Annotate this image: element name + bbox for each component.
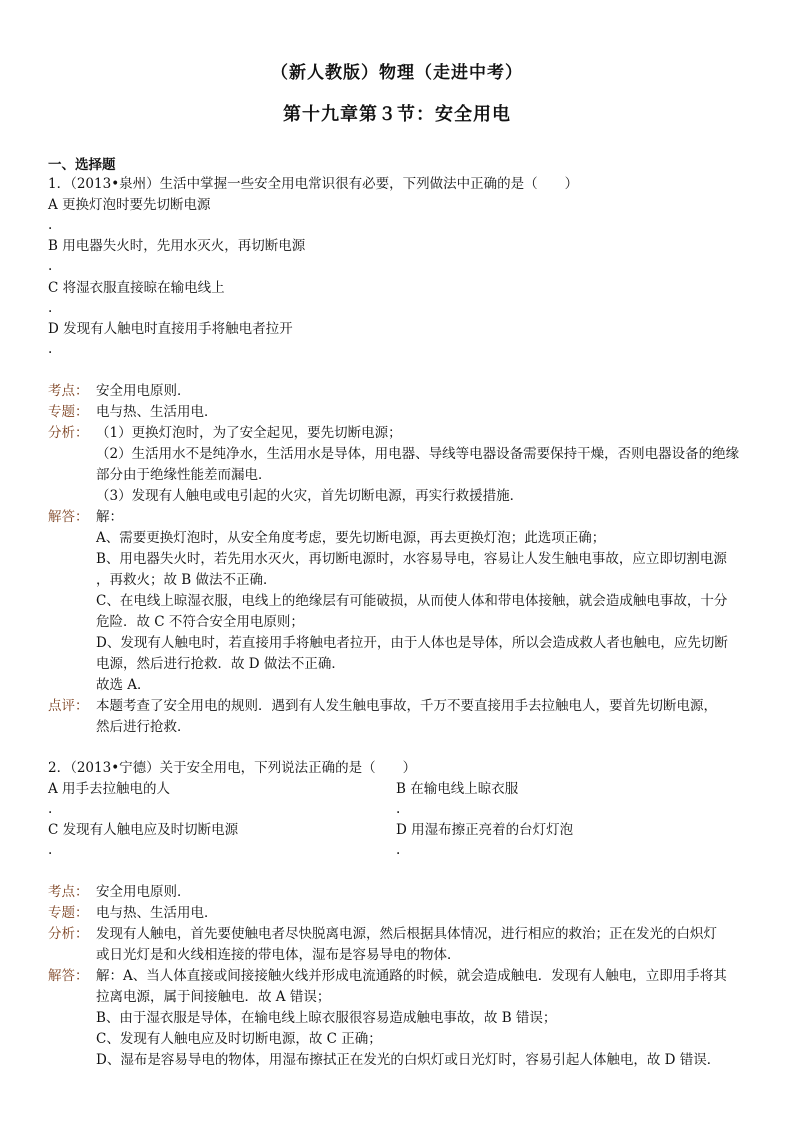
q2-fenxi-label: 分析： xyxy=(48,926,89,942)
q2-zhuanti: 电与热、生活用电． xyxy=(96,905,218,921)
q1-option-a: A 更换灯泡时要先切断电源 xyxy=(48,197,211,213)
q2-zhuanti-label: 专题： xyxy=(48,905,89,921)
q1-dianping-line: 然后进行抢救． xyxy=(96,719,191,735)
q1-fenxi-line: （1）更换灯泡时，为了安全起见，要先切断电源； xyxy=(96,425,402,441)
q2-option-a: A 用手去拉触电的人 xyxy=(48,781,171,797)
q2-jieda-line: B、由于湿衣服是导体，在输电线上晾衣服很容易造成触电事故，故 B 错误； xyxy=(96,1010,557,1026)
q2-jieda-label: 解答： xyxy=(48,968,89,984)
q1-option-d: D 发现有人触电时直接用手将触电者拉开 xyxy=(48,321,293,337)
q2-jieda-line: C、发现有人触电应及时切断电源，故 C 正确； xyxy=(96,1031,382,1047)
q1-option-c-dot: . xyxy=(48,300,53,316)
q2-option-b: B 在输电线上晾衣服 xyxy=(396,781,519,797)
document-title: （新人教版）物理（走进中考） xyxy=(271,63,523,83)
q1-fenxi-line: （2）生活用水不是纯净水，生活用水是导体，用电器、导线等电器设备需要保持干燥，否则电器设备的绝缘 xyxy=(96,446,740,462)
q1-fenxi-line: （3）发现有人触电或电引起的火灾，首先切断电源，再实行救援措施． xyxy=(96,488,524,504)
q1-kaodian: 安全用电原则． xyxy=(96,383,191,399)
q1-option-b: B 用电器失火时，先用水灭火，再切断电源 xyxy=(48,238,306,254)
q2-jieda-line: 拉离电源，属于间接触电．故 A 错误； xyxy=(96,989,331,1005)
q2-jieda-line: 解：A、当人体直接或间接接触火线并形成电流通路的时候，就会造成触电．发现有人触电，立即用手将其 xyxy=(96,968,727,984)
chapter-title: 第十九章第３节：安全用电 xyxy=(283,104,511,125)
q1-jieda-line: A、需要更换灯泡时，从安全角度考虑，要先切断电源，再去更换灯泡；此选项正确； xyxy=(96,530,606,546)
q1-kaodian-label: 考点： xyxy=(48,383,89,399)
q1-jieda-line: ，再救火；故 B 做法不正确． xyxy=(96,572,277,588)
q1-jieda-line: B、用电器失火时，若先用水灭火，再切断电源时，水容易导电，容易让人发生触电事故，应立即切割电源 xyxy=(96,551,727,567)
q1-fenxi-label: 分析： xyxy=(48,425,89,441)
q1-option-d-dot: . xyxy=(48,341,53,357)
q1-jieda-line: 危险．故 C 不符合安全用电原则； xyxy=(96,614,304,630)
q1-dianping-label: 点评： xyxy=(48,698,89,714)
q1-option-b-dot: . xyxy=(48,258,53,274)
question-2-stem: 2．（2013•宁德）关于安全用电，下列说法正确的是（ ） xyxy=(48,760,417,776)
q2-fenxi-line: 或日光灯是和火线相连接的带电体，湿布是容易导电的物体． xyxy=(96,947,461,963)
q2-option-d-dot: . xyxy=(396,842,401,858)
q2-option-b-dot: . xyxy=(396,801,401,817)
q2-option-c: C 发现有人触电应及时切断电源 xyxy=(48,822,239,838)
q1-zhuanti: 电与热、生活用电． xyxy=(96,404,218,420)
question-1-stem: 1．（2013•泉州）生活中掌握一些安全用电常识很有必要，下列做法中正确的是（ ） xyxy=(48,176,579,192)
q1-jieda-line: D、发现有人触电时，若直接用手将触电者拉开，由于人体也是导体，所以会造成救人者也触电，应先切断 xyxy=(96,635,728,651)
q1-zhuanti-label: 专题： xyxy=(48,404,89,420)
q2-jieda-line: D、湿布是容易导电的物体，用湿布擦拭正在发光的白炽灯或日光灯时，容易引起人体触电，故 D 错误． xyxy=(96,1052,721,1068)
q1-option-a-dot: . xyxy=(48,217,53,233)
q1-jieda-line: 故选 A． xyxy=(96,677,151,693)
q1-option-c: C 将湿衣服直接晾在输电线上 xyxy=(48,280,225,296)
q1-jieda-label: 解答： xyxy=(48,509,89,525)
q2-option-d: D 用湿布擦正亮着的台灯灯泡 xyxy=(396,822,574,838)
q1-jieda-line: 电源，然后进行抢救．故 D 做法不正确． xyxy=(96,656,345,672)
q2-fenxi-line: 发现有人触电，首先要使触电者尽快脱离电源，然后根据具体情况，进行相应的救治；正在发光的白炽灯 xyxy=(96,926,717,942)
q1-jieda-line: C、在电线上晾湿衣服，电线上的绝缘层有可能破损，从而使人体和带电体接触，就会造成触电事故，十分 xyxy=(96,593,728,609)
section-heading: 一、选择题 xyxy=(48,157,116,173)
q1-fenxi-line: 部分由于绝缘性能差而漏电． xyxy=(96,467,272,483)
q1-dianping-line: 本题考查了安全用电的规则．遇到有人发生触电事故，千万不要直接用手去拉触电人，要首先切断电源， xyxy=(96,698,717,714)
q2-option-a-dot: . xyxy=(48,801,53,817)
q2-kaodian-label: 考点： xyxy=(48,884,89,900)
q1-jieda-line: 解： xyxy=(96,509,123,525)
q2-option-c-dot: . xyxy=(48,842,53,858)
q2-kaodian: 安全用电原则． xyxy=(96,884,191,900)
